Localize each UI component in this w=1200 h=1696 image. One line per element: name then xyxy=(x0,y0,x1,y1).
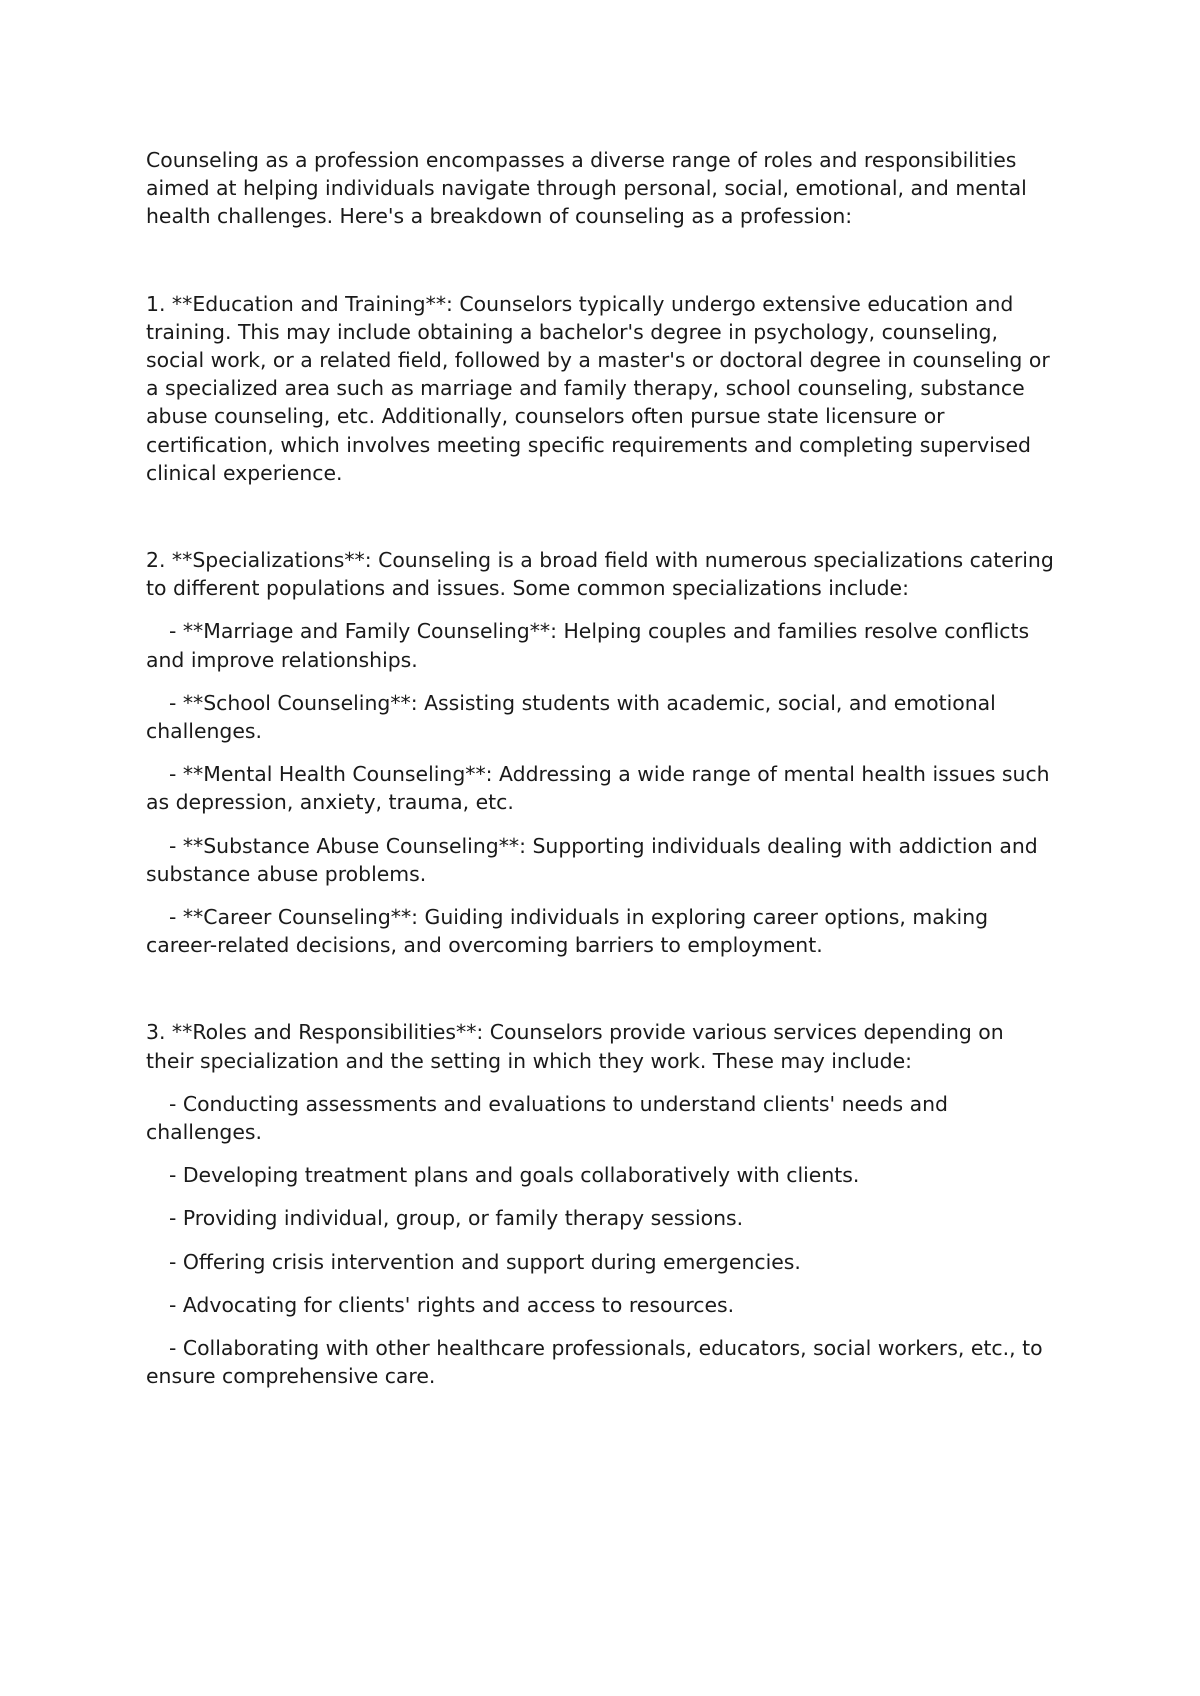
list-item: - **Career Counseling**: Guiding individuals in exploring career options, making career-related decisions, and overcoming barriers to employment. xyxy=(146,905,989,958)
section-education-training xyxy=(146,290,1056,487)
list-item: - Developing treatment plans and goals collaboratively with clients. xyxy=(169,1163,860,1188)
list-item: - **Marriage and Family Counseling**: Helping couples and families resolve conflicts and improve relationships. xyxy=(146,619,1030,672)
section-roles-responsibilities xyxy=(146,1018,1056,1390)
list-item: - Offering crisis intervention and support during emergencies. xyxy=(169,1249,801,1274)
section-text: 1. **Education and Training**: Counselors typically undergo extensive education and training. This may include obtaining a bachelor's degree in psychology, counseling, social work, or a related field, followed by a master's or doctoral degree in counseling or a specialized area such as marriage and family therapy, school counseling, substance abuse counseling, etc. Additionally, counselors often pursue state licensure or certification, which involves meeting specific requirements and completing supervised clinical experience. xyxy=(146,291,1050,485)
intro-paragraph: Counseling as a profession encompasses a diverse range of roles and responsibilities aimed at helping individuals navigate through personal, social, emotional, and mental health challenges. Here's a breakdown of counseling as a profession: xyxy=(146,148,1027,229)
list-item: - Providing individual, group, or family therapy sessions. xyxy=(169,1206,744,1231)
list-item: - Collaborating with other healthcare professionals, educators, social workers, etc., to ensure comprehensive care. xyxy=(146,1336,1043,1389)
list-item: - **School Counseling**: Assisting students with academic, social, and emotional challenges. xyxy=(146,690,996,744)
list-item: - Advocating for clients' rights and access to resources. xyxy=(169,1292,735,1317)
section-specializations xyxy=(146,546,1056,959)
list-item: - **Substance Abuse Counseling**: Supporting individuals dealing with addiction and substance abuse problems. xyxy=(146,833,1038,886)
section-text: 2. **Specializations**: Counseling is a broad field with numerous specializations catering to different populations and issues. Some common specializations include: xyxy=(146,548,1054,601)
document-page xyxy=(146,146,1056,1391)
list-item: - **Mental Health Counseling**: Addressing a wide range of mental health issues such as depression, anxiety, trauma, etc. xyxy=(146,762,1050,815)
section-text: 3. **Roles and Responsibilities**: Counselors provide various services depending on their specialization and the setting in which they work. These may include: xyxy=(146,1020,1004,1073)
list-item: - Conducting assessments and evaluations to understand clients' needs and challenges. xyxy=(146,1091,948,1145)
